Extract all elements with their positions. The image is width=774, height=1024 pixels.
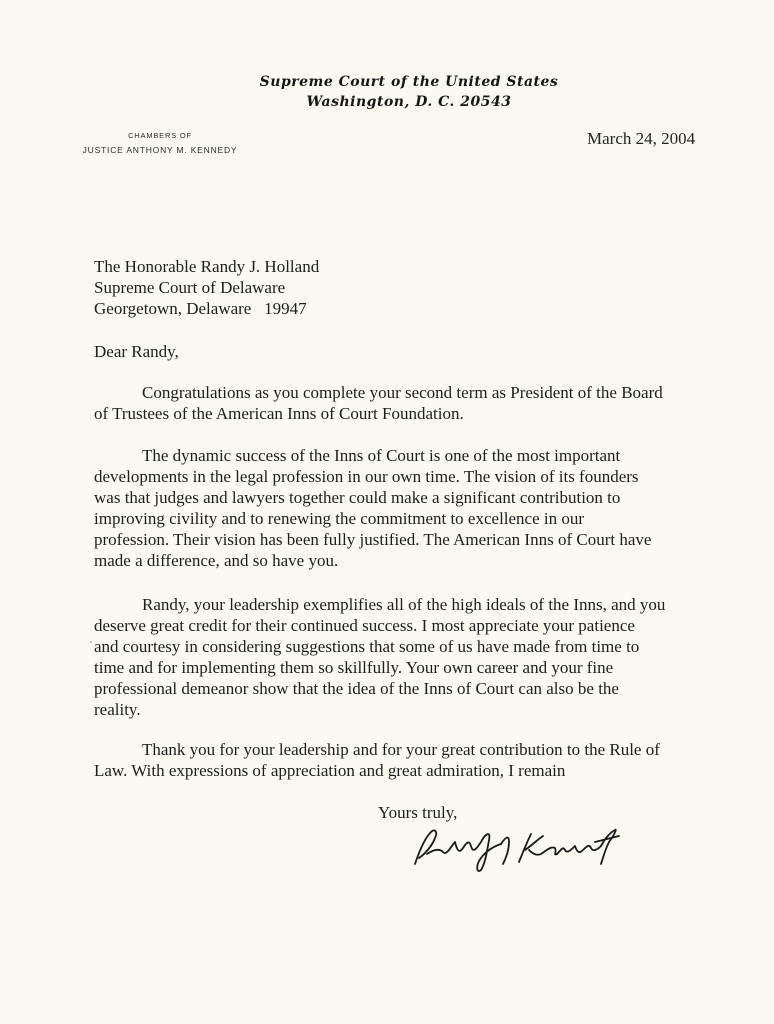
paper-speck — [90, 641, 92, 643]
paragraph-congratulations — [94, 382, 706, 424]
addressee-line: Supreme Court of Delaware — [94, 278, 286, 297]
paragraph-line: was that judges and lawyers together could make a significant contribution to — [94, 488, 621, 507]
paragraph-success — [94, 445, 706, 571]
paragraph-thanks — [94, 739, 706, 781]
chambers-of-label: CHAMBERS OF — [128, 131, 192, 140]
paragraph-line: developments in the legal profession in our own time. The vision of its founders — [94, 467, 639, 486]
court-address: Washington, D. C. 20543 — [306, 94, 512, 110]
paragraph-line: improving civility and to renewing the commitment to excellence in our — [94, 509, 585, 528]
letter-date: March 24, 2004 — [587, 129, 696, 148]
paragraph-line: time and for implementing them so skillfully. Your own career and your fine — [94, 658, 614, 677]
paragraph-line: profession. Their vision has been fully justified. The American Inns of Court have — [94, 530, 652, 549]
court-name: Supreme Court of the United States — [259, 74, 559, 90]
addressee-line: The Honorable Randy J. Holland — [94, 257, 320, 276]
paragraph-line: professional demeanor show that the idea of the Inns of Court can also be the — [94, 679, 619, 698]
salutation: Dear Randy, — [94, 342, 179, 361]
letterhead — [0, 72, 774, 112]
paragraph-line: Congratulations as you complete your second term as President of the Board — [142, 383, 663, 402]
paragraph-line: and courtesy in considering suggestions that some of us have made from time to — [94, 637, 640, 656]
paragraph-line: Randy, your leadership exemplifies all of the high ideals of the Inns, and you — [142, 595, 666, 614]
addressee-line: Georgetown, Delaware 19947 — [94, 299, 307, 318]
paragraph-line: Law. With expressions of appreciation and great admiration, I remain — [94, 761, 566, 780]
paragraph-line: reality. — [94, 700, 141, 719]
closing: Yours truly, — [378, 803, 458, 822]
paragraph-leadership — [94, 594, 706, 720]
chambers-block — [72, 128, 248, 158]
paragraph-line: of Trustees of the American Inns of Court Foundation. — [94, 404, 464, 423]
paragraph-line: made a difference, and so have you. — [94, 551, 339, 570]
paragraph-line: deserve great credit for their continued success. I most appreciate your patience — [94, 616, 635, 635]
addressee-block — [94, 256, 319, 319]
paragraph-line: The dynamic success of the Inns of Court is one of the most important — [142, 446, 621, 465]
signature — [405, 824, 625, 874]
paragraph-line: Thank you for your leadership and for your great contribution to the Rule of — [142, 740, 660, 759]
justice-name: JUSTICE ANTHONY M. KENNEDY — [82, 145, 238, 155]
